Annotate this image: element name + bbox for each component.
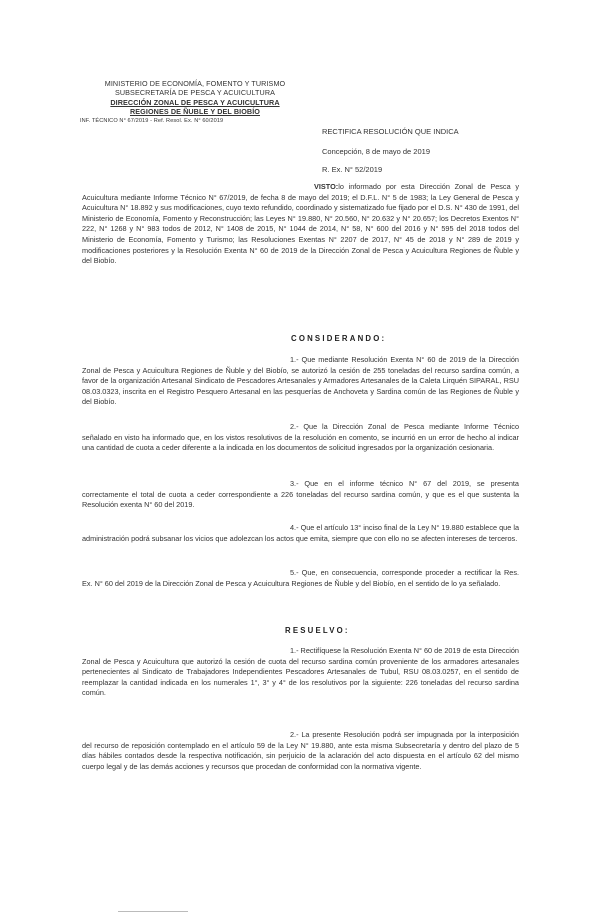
resuelvo-heading: RESUELVO: [285, 626, 350, 635]
visto-text: lo informado por esta Dirección Zonal de Pesca y Acuicultura mediante Informe Técnico N° 67/2019, de fecha 8 de mayo del 2019; el D.F.L. N° 5 de 1983; la Ley General de Pesca y Acuicultura N° 18.892 y sus modificaciones, cuyo texto refundido, coordinado y sistematizado fue fijado por el D.S. N° 430 de 1991, del Ministerio de Economía, Fomento y Reconstrucción; las Leyes N° 19.880, N° 20.560, N° 20.632 y N° 20.657; los Decretos Exentos N° 222, N° 1268 y N° 983 todos de 2012, N° 1408 de 2015, N° 1044 de 2014, N° 58, N° 600 del 2016 y N° 595 del 2018 todos del Ministerio de Economía, Fomento y Turismo; las Resoluciones Exentas N° 2207 de 2017, N° 45 de 2018 y N° 289 de 2019 y modificaciones posteriores y la Resolución Exenta N° 60 de 2019 de la Dirección Zonal de Pesca y Acuicultura Regiones de Ñuble y del Biobío. [82, 182, 520, 266]
ministry-line: MINISTERIO DE ECONOMÍA, FOMENTO Y TURISMO [104, 79, 286, 88]
subject: RECTIFICA RESOLUCIÓN QUE INDICA [322, 127, 459, 136]
resuelvo-1: 1.- Rectifíquese la Resolución Exenta N° 60 de 2019 de esta Dirección Zonal de Pesca y Acuicultura que autorizó la cesión de cuota del recurso sardina común proveniente de los armadores artesanales pertenecientes al Sindicato de Trabajadores Independientes Pescadores Artesanales de Tubul, RSU 08.03.0257, en el sentido de reemplazar la cantidad indicada en los numerales 1°, 3° y 4° de los resolutivos por la siguiente: 226 toneladas del recurso sardina común. [82, 646, 519, 698]
regions-line: REGIONES DE ÑUBLE Y DEL BIOBÍO [129, 107, 260, 117]
footer-rule [118, 911, 188, 912]
considerando-5: 5.- Que, en consecuencia, corresponde proceder a rectificar la Res. Ex. N° 60 del 2019 de la Dirección Zonal de Pesca y Acuicultura Regiones de Ñuble y del Biobío, en el sentido de lo ya señalado. [82, 568, 519, 588]
considerando-2: 2.- Que la Dirección Zonal de Pesca mediante Informe Técnico señalado en visto ha informado que, en los vistos resolutivos de la resolución en comento, se incurrió en un error de hecho al indicar una cantidad de cuota a ceder diferente a la indicada en los documentos de solicitud ingresados por la organización cesionaria. [82, 422, 519, 453]
resolution-number: R. Ex. N° 52/2019 [322, 165, 383, 174]
considerando-1: 1.- Que mediante Resolución Exenta N° 60 de 2019 de la Dirección Zonal de Pesca y Acuicultura Regiones de Ñuble y del Biobío, se autorizó la cesión de 255 toneladas del recurso sardina común, a favor de la organización Artesanal Sindicato de Pescadores Artesanales y Armadores Artesanales de la Caleta Lirquén SIPARAL, RSU 08.03.0323, inscrita en el Registro Pesquero Artesanal en las pesquerías de Anchoveta y Sardina común de las Regiones de Ñuble y del Biobío. [82, 355, 519, 407]
considerando-3: 3.- Que en el informe técnico N° 67 del 2019, se presenta correctamente el total de cuota a ceder correspondiente a 226 toneladas del recurso sardina común, y que es el que sustenta la Resolución exenta N° 60 del 2019. [82, 479, 519, 510]
subsecretary-line: SUBSECRETARÍA DE PESCA Y ACUICULTURA [114, 88, 276, 98]
letterhead [80, 79, 310, 126]
visto-paragraph [82, 182, 519, 267]
considerando-heading: CONSIDERANDO: [291, 334, 387, 343]
considerando-4: 4.- Que el artículo 13° inciso final de la Ley N° 19.880 establece que la administración podrá subsanar los vicios que adolezcan los actos que emita, siempre que con ello no se afecten intereses de terceros. [82, 523, 519, 543]
reference-line: INF. TÉCNICO N° 67/2019 - Ref. Resol. Ex. N° 60/2019 [80, 117, 224, 124]
visto-lead: VISTO: [314, 182, 339, 191]
place-date: Concepción, 8 de mayo de 2019 [322, 147, 430, 156]
resuelvo-2: 2.- La presente Resolución podrá ser impugnada por la interposición del recurso de reposición contemplado en el artículo 59 de la Ley N° 19.880, ante esta misma Subsecretaría y dentro del plazo de 5 días hábiles contados desde la respectiva notificación, sin perjuicio de la aclaración del acto dispuesta en el artículo 62 del mismo cuerpo legal y de las demás acciones y recursos que procedan de conformidad con la normativa vigente. [82, 730, 519, 771]
zonal-direction-line: DIRECCIÓN ZONAL DE PESCA Y ACUICULTURA [110, 97, 280, 107]
